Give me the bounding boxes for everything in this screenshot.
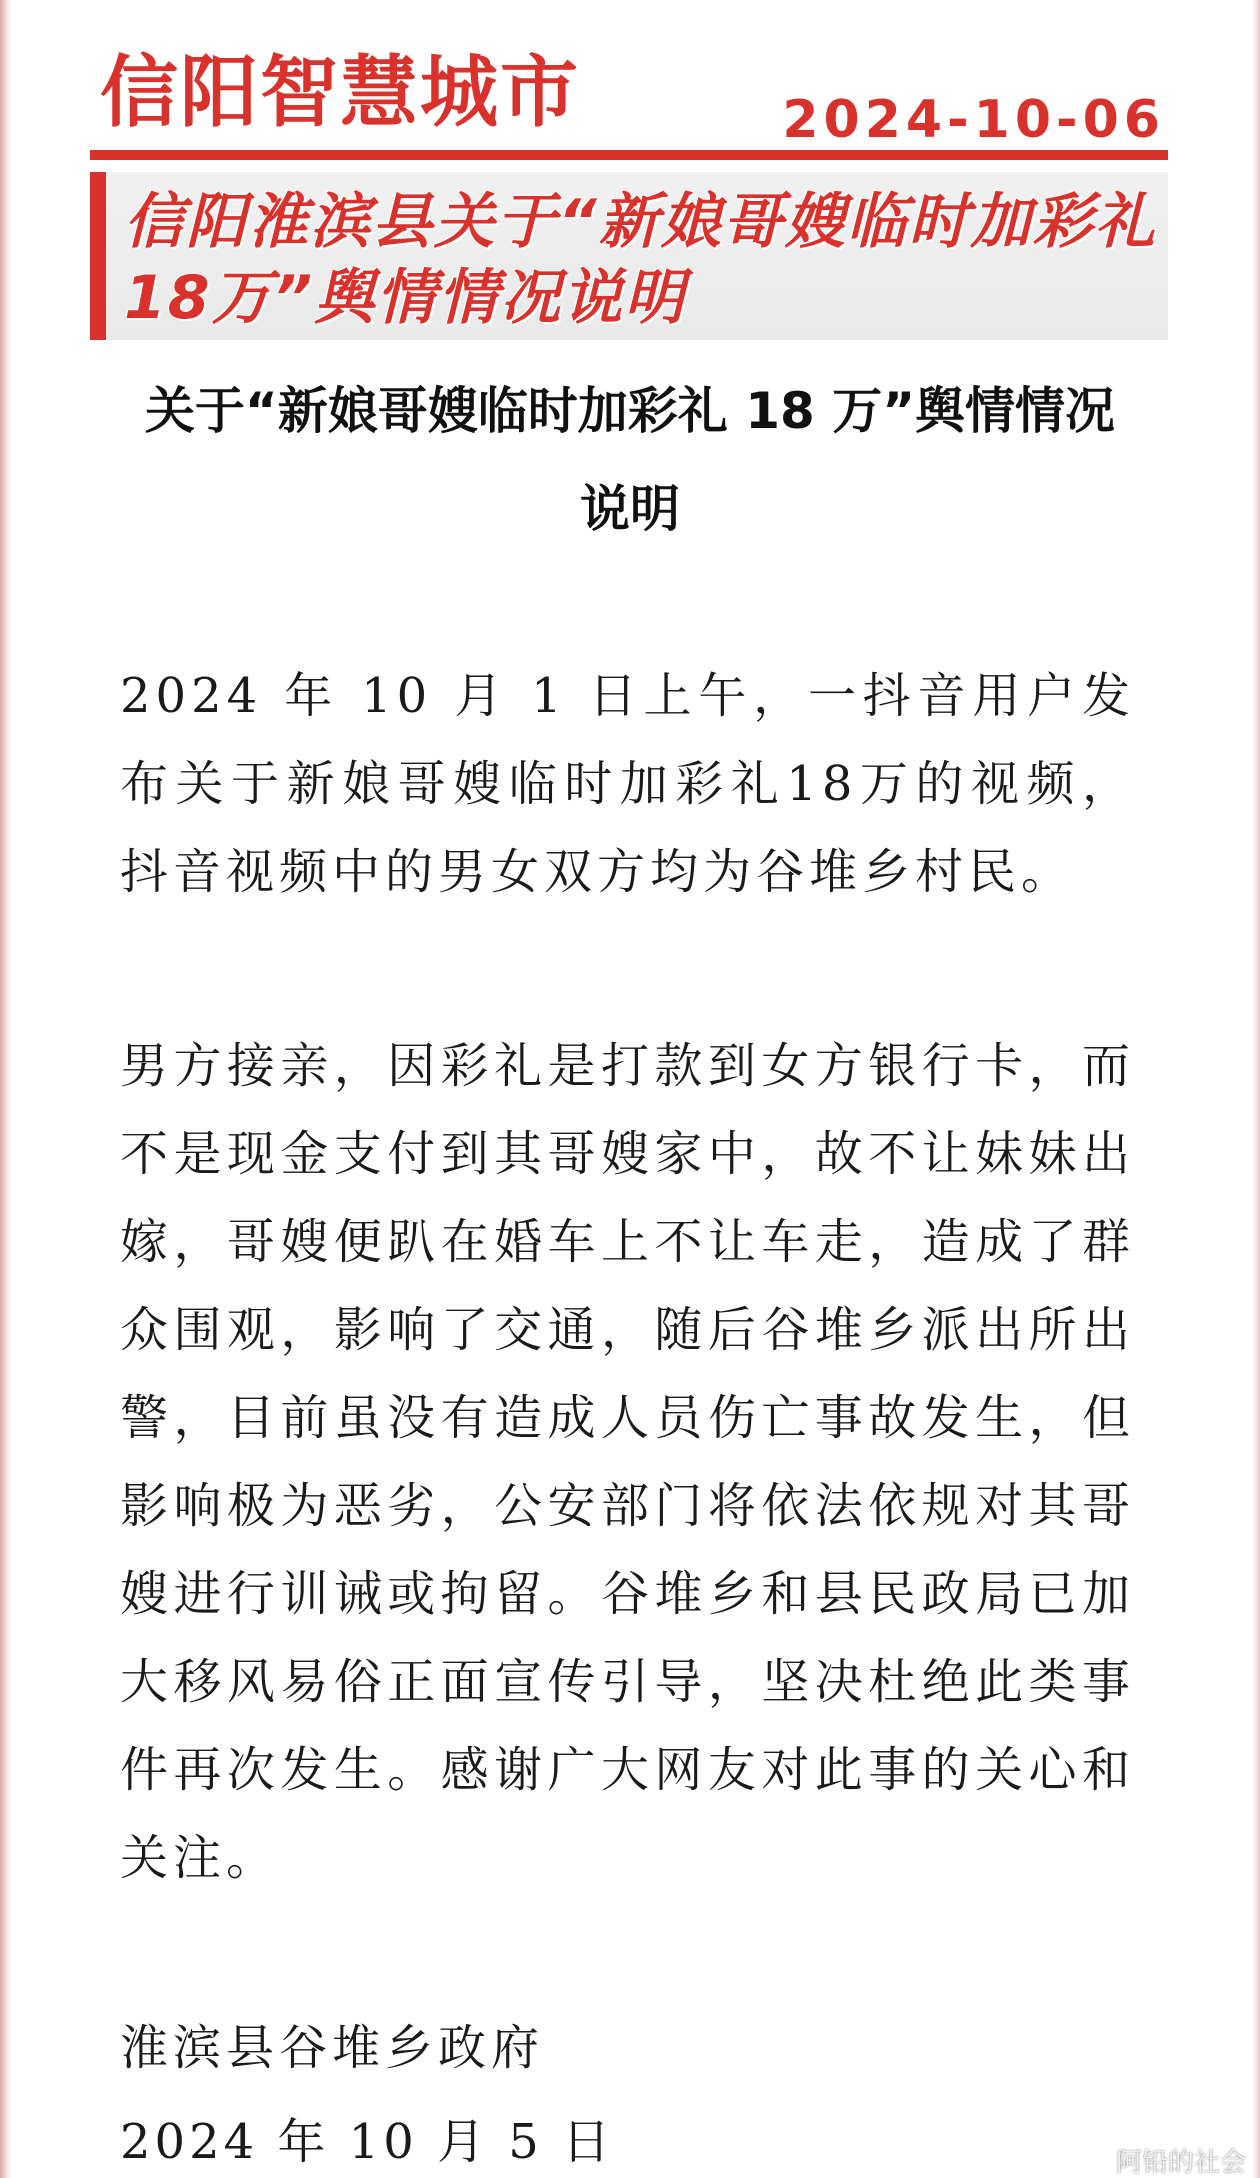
signer: 淮滨县谷堆乡政府	[120, 2020, 545, 2076]
headline-text: 信阳淮滨县关于“新娘哥嫂临时加彩礼18万”舆情情况说明	[124, 187, 1157, 333]
document-title: 关于“新娘哥嫂临时加彩礼 18 万”舆情情况说明	[144, 382, 1116, 538]
headline-banner	[90, 172, 1168, 340]
headline-accent-bar	[90, 172, 106, 340]
body-paragraph-2: 男方接亲，因彩礼是打款到女方银行卡，而不是现金支付到其哥嫂家中，故不让妹妹出嫁，哥嫂便趴在婚车上不让车走，造成了群众围观，影响了交通，随后谷堆乡派出所出警，目前虽没有造成人员伤亡事故发生，但影响极为恶劣，公安部门将依法依规对其哥嫂进行训诫或拘留。谷堆乡和县民政局已加大移风易俗正面宣传引导，坚决杜绝此类事件再次发生。感谢广大网友对此事的关心和关注。	[120, 1038, 1135, 1886]
masthead	[90, 48, 1165, 150]
brand-title: 信阳智慧城市	[100, 48, 581, 138]
sign-date: 2024 年 10 月 5 日	[120, 2114, 615, 2170]
body-paragraph-1: 2024 年 10 月 1 日上午，一抖音用户发布关于新娘哥嫂临时加彩礼18万的视频，抖音视频中的男女双方均为谷堆乡村民。	[120, 668, 1135, 900]
red-divider	[90, 150, 1168, 160]
right-edge-shadow	[1252, 0, 1260, 2178]
issue-date: 2024-10-06	[782, 90, 1165, 150]
left-edge-shadow	[0, 0, 12, 2178]
watermark: 阿铅的社会	[1115, 2148, 1246, 2178]
